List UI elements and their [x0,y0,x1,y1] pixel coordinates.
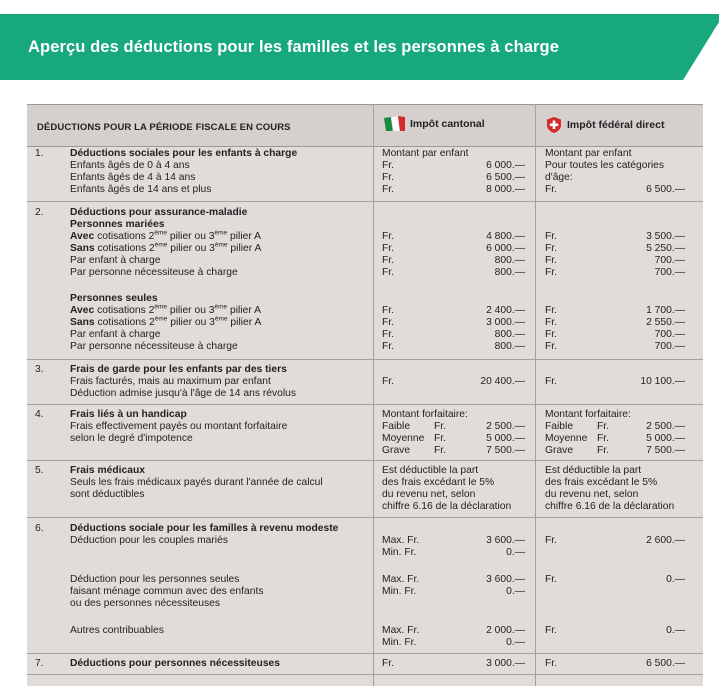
section-divider [27,674,703,675]
s2-married-needy: Par personne nécessiteuse à charge [70,267,238,278]
s6-title: Déductions sociale pour les familles à revenu modeste [70,523,339,534]
swiss-cross-icon [545,116,563,134]
s5-fed-note-3: du revenu net, selon [545,489,639,500]
s5-cant-note-1: Est déductible la part [382,465,479,476]
s3-cant-val: 20 400.— [480,376,525,387]
s2-singles-needy: Par personne nécessiteuse à charge [70,341,238,352]
s6-couples-fed: 2 600.— [646,535,685,546]
s4-cant-grade-2: Moyenne [382,433,425,444]
s2-married-fed-4: 700.— [654,267,685,278]
fr-label: Fr. [545,317,558,328]
s6-couples-cant-min: 0.— [506,547,525,558]
s4-cant-val-1: 2 500.— [486,421,525,432]
s2-number: 2. [35,207,44,218]
s4-cant-val-3: 7 500.— [486,445,525,456]
s2-married-child: Par enfant à charge [70,255,161,266]
s6-couples-min: Min. Fr. [382,547,417,558]
ticino-flag-icon [382,116,406,132]
s4-line-2: selon le degré d'impotence [70,433,193,444]
s1-line-2: Enfants âgés de 4 à 14 ans [70,172,196,183]
s5-cant-note-4: chiffre 6.16 de la déclaration [382,501,512,512]
fr-label: Fr. [545,535,558,546]
s2-avec: Avec [70,305,95,316]
section-divider [27,653,703,654]
column-divider-1 [373,104,374,686]
s6-couples-cant-max: 3 600.— [486,535,525,546]
s6-others-max: Max. Fr. [382,625,420,636]
s3-line-1: Frais facturés, mais au maximum par enfant [70,376,271,387]
s2-single-fed-2: 2 550.— [646,317,685,328]
s2-married-avec-line: Avec cotisations 2ème pilier ou 3ème pilier A [70,229,261,242]
fr-label: Fr. [434,445,447,456]
s2-sans: Sans [70,243,95,254]
s2-singles-sans-line: Sans cotisations 2ème pilier ou 3ème pilier A [70,315,262,328]
s6-others-cant-min: 0.— [506,637,525,648]
s5-cant-note-2: des frais excédant le 5% [382,477,495,488]
s6-others: Autres contribuables [70,625,164,636]
section-divider [27,517,703,518]
s1-cant-fr-2: Fr. [382,172,395,183]
s1-fed-fr: Fr. [545,184,558,195]
fr-label: Fr. [382,376,395,387]
s1-title: Déductions sociales pour les enfants à charge [70,148,298,159]
s2-married-sans-line: Sans cotisations 2ème pilier ou 3ème pilier A [70,241,262,254]
s1-cant-val-3: 8 000.— [486,184,525,195]
s1-line-1: Enfants âgés de 0 à 4 ans [70,160,190,171]
s2-single-fed-1: 1 700.— [646,305,685,316]
s6-singles-line-1: Déduction pour les personnes seules [70,574,240,585]
s6-singles-line-3: ou des personnes nécessiteuses [70,598,220,609]
fr-label: Fr. [545,243,558,254]
section-divider [27,404,703,405]
s4-fed-grade-3: Grave [545,445,574,456]
s3-number: 3. [35,364,44,375]
s1-fed-line-3: d'âge: [545,172,573,183]
fr-label: Fr. [597,433,610,444]
fr-label: Fr. [545,255,558,266]
s1-cant-fr-3: Fr. [382,184,395,195]
deductions-table [27,104,703,686]
fr-label: Fr. [545,267,558,278]
fr-label: Fr. [545,341,558,352]
s4-title: Frais liés à un handicap [70,409,187,420]
fr-label: Fr. [545,231,558,242]
s2-singles-child: Par enfant à charge [70,329,161,340]
s1-fed-line-1: Montant par enfant [545,148,632,159]
fr-label: Fr. [545,658,558,669]
s5-line-2: sont déductibles [70,489,145,500]
s2-married-cant-2: 6 000.— [486,243,525,254]
s1-number: 1. [35,148,44,159]
s1-line-3: Enfants âgés de 14 ans et plus [70,184,212,195]
s7-fed-val: 6 500.— [646,658,685,669]
s3-fed-val: 10 100.— [640,376,685,387]
s4-cant-grade-1: Faible [382,421,411,432]
s6-others-min: Min. Fr. [382,637,417,648]
fr-label: Fr. [382,305,395,316]
fr-label: Fr. [545,305,558,316]
s2-singles-avec-line: Avec cotisations 2ème pilier ou 3ème pilier A [70,303,261,316]
s6-singles-fed: 0.— [666,574,685,585]
page-banner [0,14,719,80]
s2-married-cant-4: 800.— [494,267,525,278]
page-title: Aperçu des déductions pour les familles et les personnes à charge [28,38,560,56]
s2-single-fed-4: 700.— [654,341,685,352]
fr-label: Fr. [382,255,395,266]
s1-fed-line-2: Pour toutes les catégories [545,160,665,171]
s2-married-fed-3: 700.— [654,255,685,266]
s2-married-label: Personnes mariées [70,219,165,230]
fr-label: Fr. [597,421,610,432]
fr-label: Fr. [545,329,558,340]
s2-avec: Avec [70,231,95,242]
fr-label: Fr. [382,267,395,278]
s2-single-cant-2: 3 000.— [486,317,525,328]
s4-number: 4. [35,409,44,420]
section-divider [27,201,703,202]
s4-cant-val-2: 5 000.— [486,433,525,444]
s2-title: Déductions pour assurance-maladie [70,207,248,218]
fr-label: Fr. [545,376,558,387]
s2-single-fed-3: 700.— [654,329,685,340]
s7-title: Déductions pour personnes nécessiteuses [70,658,281,669]
header-cantonal [382,116,485,132]
s4-fed-head: Montant forfaitaire: [545,409,631,420]
s4-fed-val-3: 7 500.— [646,445,685,456]
s2-married-cant-1: 4 800.— [486,231,525,242]
s7-number: 7. [35,658,44,669]
table-header [27,104,703,147]
s4-fed-grade-1: Faible [545,421,574,432]
s2-married-fed-1: 3 500.— [646,231,685,242]
s4-cant-head: Montant forfaitaire: [382,409,468,420]
s6-others-cant-max: 2 000.— [486,625,525,636]
fr-label: Fr. [382,341,395,352]
s6-number: 6. [35,523,44,534]
s3-line-2: Déduction admise jusqu'à l'âge de 14 ans révolus [70,388,297,399]
fr-label: Fr. [545,625,558,636]
s4-fed-val-1: 2 500.— [646,421,685,432]
s5-cant-note-3: du revenu net, selon [382,489,476,500]
fr-label: Fr. [382,243,395,254]
s4-fed-val-2: 5 000.— [646,433,685,444]
s5-fed-note-1: Est déductible la part [545,465,642,476]
s4-fed-grade-2: Moyenne [545,433,588,444]
s5-title: Frais médicaux [70,465,145,476]
s2-singles-label: Personnes seules [70,293,158,304]
fr-label: Fr. [382,658,395,669]
s6-singles-cant-max: 3 600.— [486,574,525,585]
fr-label: Fr. [597,445,610,456]
fr-label: Fr. [382,329,395,340]
header-deductions: DÉDUCTIONS POUR LA PÉRIODE FISCALE EN COURS [37,122,291,133]
s5-number: 5. [35,465,44,476]
s6-singles-max: Max. Fr. [382,574,420,585]
s5-fed-note-2: des frais excédant le 5% [545,477,658,488]
s6-couples: Déduction pour les couples mariés [70,535,228,546]
s6-singles-cant-min: 0.— [506,586,525,597]
s1-cant-val-2: 6 500.— [486,172,525,183]
fr-label: Fr. [382,317,395,328]
s2-single-cant-3: 800.— [494,329,525,340]
s5-line-1: Seuls les frais médicaux payés durant l'année de calcul [70,477,323,488]
section-divider [27,460,703,461]
column-divider-2 [535,104,536,686]
s2-single-cant-4: 800.— [494,341,525,352]
header-federal-label: Impôt fédéral direct [567,119,665,131]
s6-singles-line-2: faisant ménage commun avec des enfants [70,586,264,597]
s4-line-1: Frais effectivement payés ou montant forfaitaire [70,421,288,432]
s6-singles-min: Min. Fr. [382,586,417,597]
fr-label: Fr. [434,421,447,432]
s6-couples-max: Max. Fr. [382,535,420,546]
header-cantonal-label: Impôt cantonal [410,118,485,130]
header-federal [545,116,664,134]
s2-married-fed-2: 5 250.— [646,243,685,254]
fr-label: Fr. [382,231,395,242]
s3-title: Frais de garde pour les enfants par des tiers [70,364,287,375]
s1-cant-head: Montant par enfant [382,148,469,159]
s1-cant-val-1: 6 000.— [486,160,525,171]
fr-label: Fr. [434,433,447,444]
s6-others-fed: 0.— [666,625,685,636]
s5-fed-note-4: chiffre 6.16 de la déclaration [545,501,675,512]
s1-cant-fr-1: Fr. [382,160,395,171]
s7-cant-val: 3 000.— [486,658,525,669]
s4-cant-grade-3: Grave [382,445,411,456]
s2-sans: Sans [70,317,95,328]
s1-fed-val: 6 500.— [646,184,685,195]
section-divider [27,359,703,360]
s2-married-cant-3: 800.— [494,255,525,266]
s2-single-cant-1: 2 400.— [486,305,525,316]
fr-label: Fr. [545,574,558,585]
